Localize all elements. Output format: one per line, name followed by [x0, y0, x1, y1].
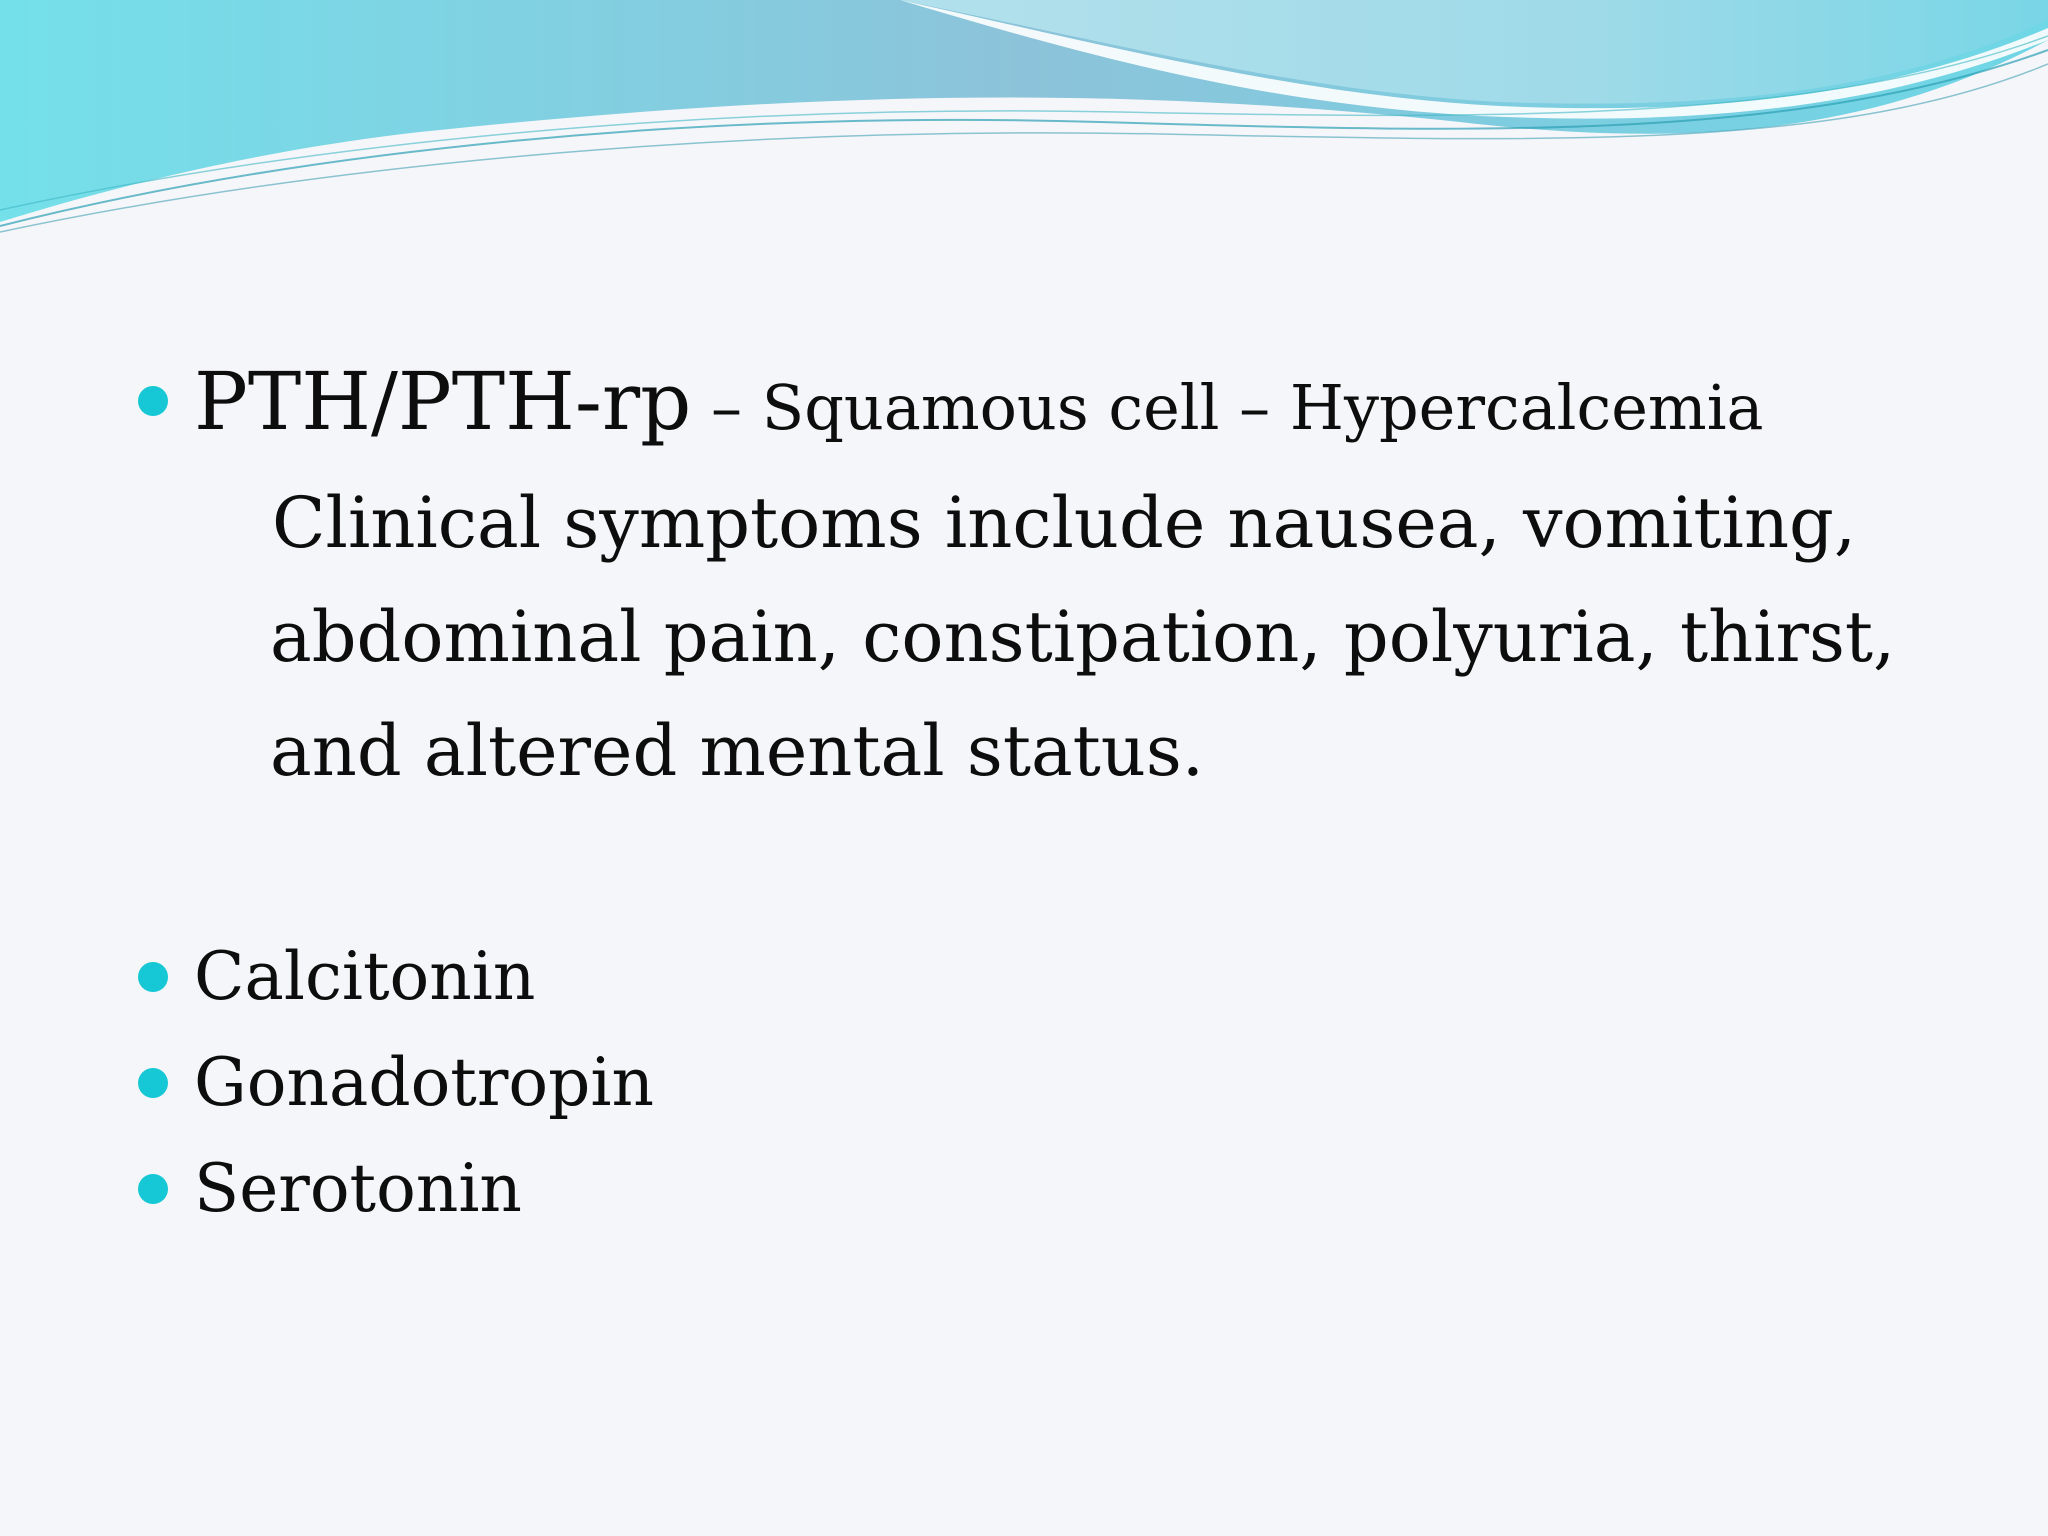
main-bullet-heading — [194, 355, 1764, 448]
list-item-calcitonin: Calcitonin — [194, 938, 536, 1015]
list-item-gonadotropin: Gonadotropin — [194, 1044, 654, 1121]
bullet-dot — [138, 386, 168, 416]
bullet-dot — [138, 1068, 168, 1098]
bullet-dot — [138, 962, 168, 992]
term-detail: – Squamous cell – Hypercalcemia — [691, 371, 1764, 444]
term-label: PTH/PTH-rp — [194, 355, 692, 448]
description-line-3: and altered mental status. — [270, 710, 1205, 792]
bullet-dot — [138, 1174, 168, 1204]
description-line-2: abdominal pain, constipation, polyuria, thirst, — [270, 596, 1896, 678]
description-line-1: Clinical symptoms include nausea, vomiting, — [272, 482, 1857, 564]
list-item-serotonin: Serotonin — [194, 1150, 522, 1227]
